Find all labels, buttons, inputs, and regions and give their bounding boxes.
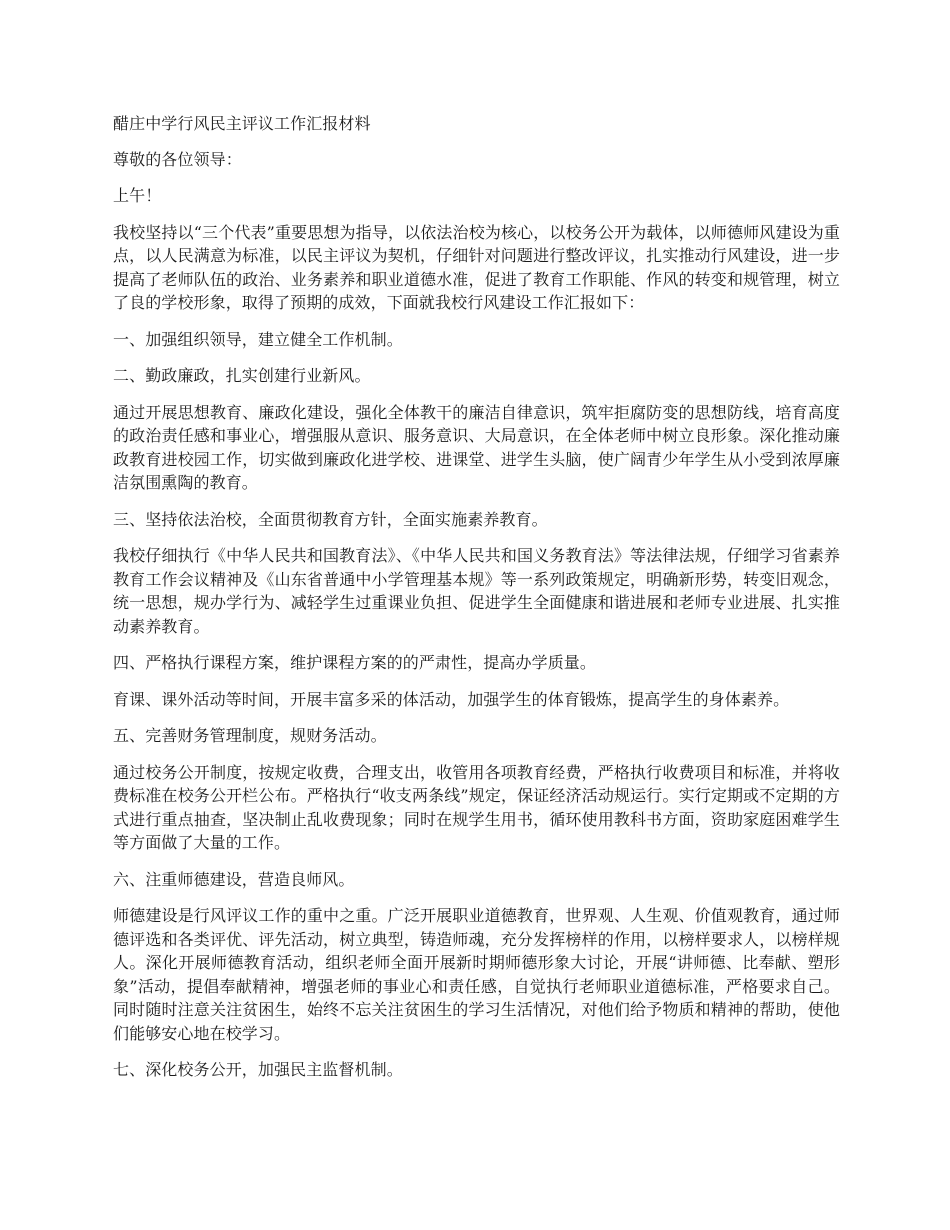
section-heading-6: 六、注重师德建设，营造良师风。 bbox=[113, 869, 355, 889]
paragraph-body: 通过校务公开制度，按规定收费，合理支出，收管用各项教育经费，严格执行收费项目和标准，并将收费标准在校务公开栏公布。严格执行“收支两条线”规定，保证经济活动规运行。实行定期或不定期的方式进行重点抽查，坚决制止乱收费现象；同时在规学生用书，循环使用教科书方面，资助家庭困难学生等方面做了大量的工作。 bbox=[113, 762, 840, 852]
paragraph-body: 通过开展思想教育、廉政化建设，强化全体教干的廉洁自律意识，筑牢拒腐防变的思想防线，培育高度的政治责任感和事业心，增强服从意识、服务意识、大局意识，在全体老师中树立良形象。深化推动廉政教育进校园工作，切实做到廉政化进学校、进课堂、进学生头脑，使广阔青少年学生从小受到浓厚廉洁氛围熏陶的教育。 bbox=[113, 402, 840, 492]
section-heading-5: 五、完善财务管理制度，规财务活动。 bbox=[113, 726, 387, 745]
section-heading-7: 七、深化校务公开，加强民主监督机制。 bbox=[113, 1060, 403, 1079]
document-page bbox=[113, 112, 840, 1095]
section-heading-2: 二、勤政廉政，扎实创建行业新风。 bbox=[113, 366, 371, 385]
section-heading-3: 三、坚持依法治校，全面贯彻教育方针，全面实施素养教育。 bbox=[113, 509, 548, 529]
document-title: 醋庄中学行风民主评议工作汇报材料 bbox=[113, 114, 371, 133]
paragraph-body: 我校仔细执行《中华人民共和国教育法》、《中华人民共和国义务教育法》等法律法规，仔细学习省素养教育工作会议精神及《山东省普通中小学管理基本规》等一系列政策规定，明确新形势，转变旧观念，统一思想，规办学行为、减轻学生过重课业负担、促进学生全面健康和谐进展和老师专业进展、扎实推动素养教育。 bbox=[113, 546, 840, 636]
greeting: 上午！ bbox=[113, 186, 162, 205]
paragraph-body: 育课、课外活动等时间，开展丰富多采的体活动，加强学生的体育锻炼，提高学生的身体素养。 bbox=[113, 689, 790, 709]
salutation: 尊敬的各位领导： bbox=[113, 149, 242, 169]
paragraph-body: 师德建设是行风评议工作的重中之重。广泛开展职业道德教育，世界观、人生观、价值观教育，通过师德评选和各类评优、评先活动，树立典型，铸造师魂，充分发挥榜样的作用，以榜样要求人，以榜样规人。深化开展师德教育活动，组织老师全面开展新时期师德形象大讨论，开展“讲师德、比奉献、塑形象”活动，提倡奉献精神，增强老师的事业心和责任感，自觉执行老师职业道德标准，严格要求自己。同时随时注意关注贫困生，始终不忘关注贫困生的学习生活情况，对他们给予物质和精神的帮助，使他们能够安心地在校学习。 bbox=[113, 906, 840, 1043]
section-heading-1: 一、加强组织领导，建立健全工作机制。 bbox=[113, 329, 403, 349]
paragraph-intro: 我校坚持以“三个代表”重要思想为指导，以依法治校为核心，以校务公开为载体，以师德师风建设为重点，以人民满意为标准，以民主评议为契机，仔细针对问题进行整改评议，扎实推动行风建设，进一步提高了老师队伍的政治、业务素养和职业道德水准，促进了教育工作职能、作风的转变和规管理，树立了良的学校形象，取得了预期的成效，下面就我校行风建设工作汇报如下： bbox=[113, 222, 840, 312]
section-heading-4: 四、严格执行课程方案，维护课程方案的的严肃性，提高办学质量。 bbox=[113, 653, 597, 672]
